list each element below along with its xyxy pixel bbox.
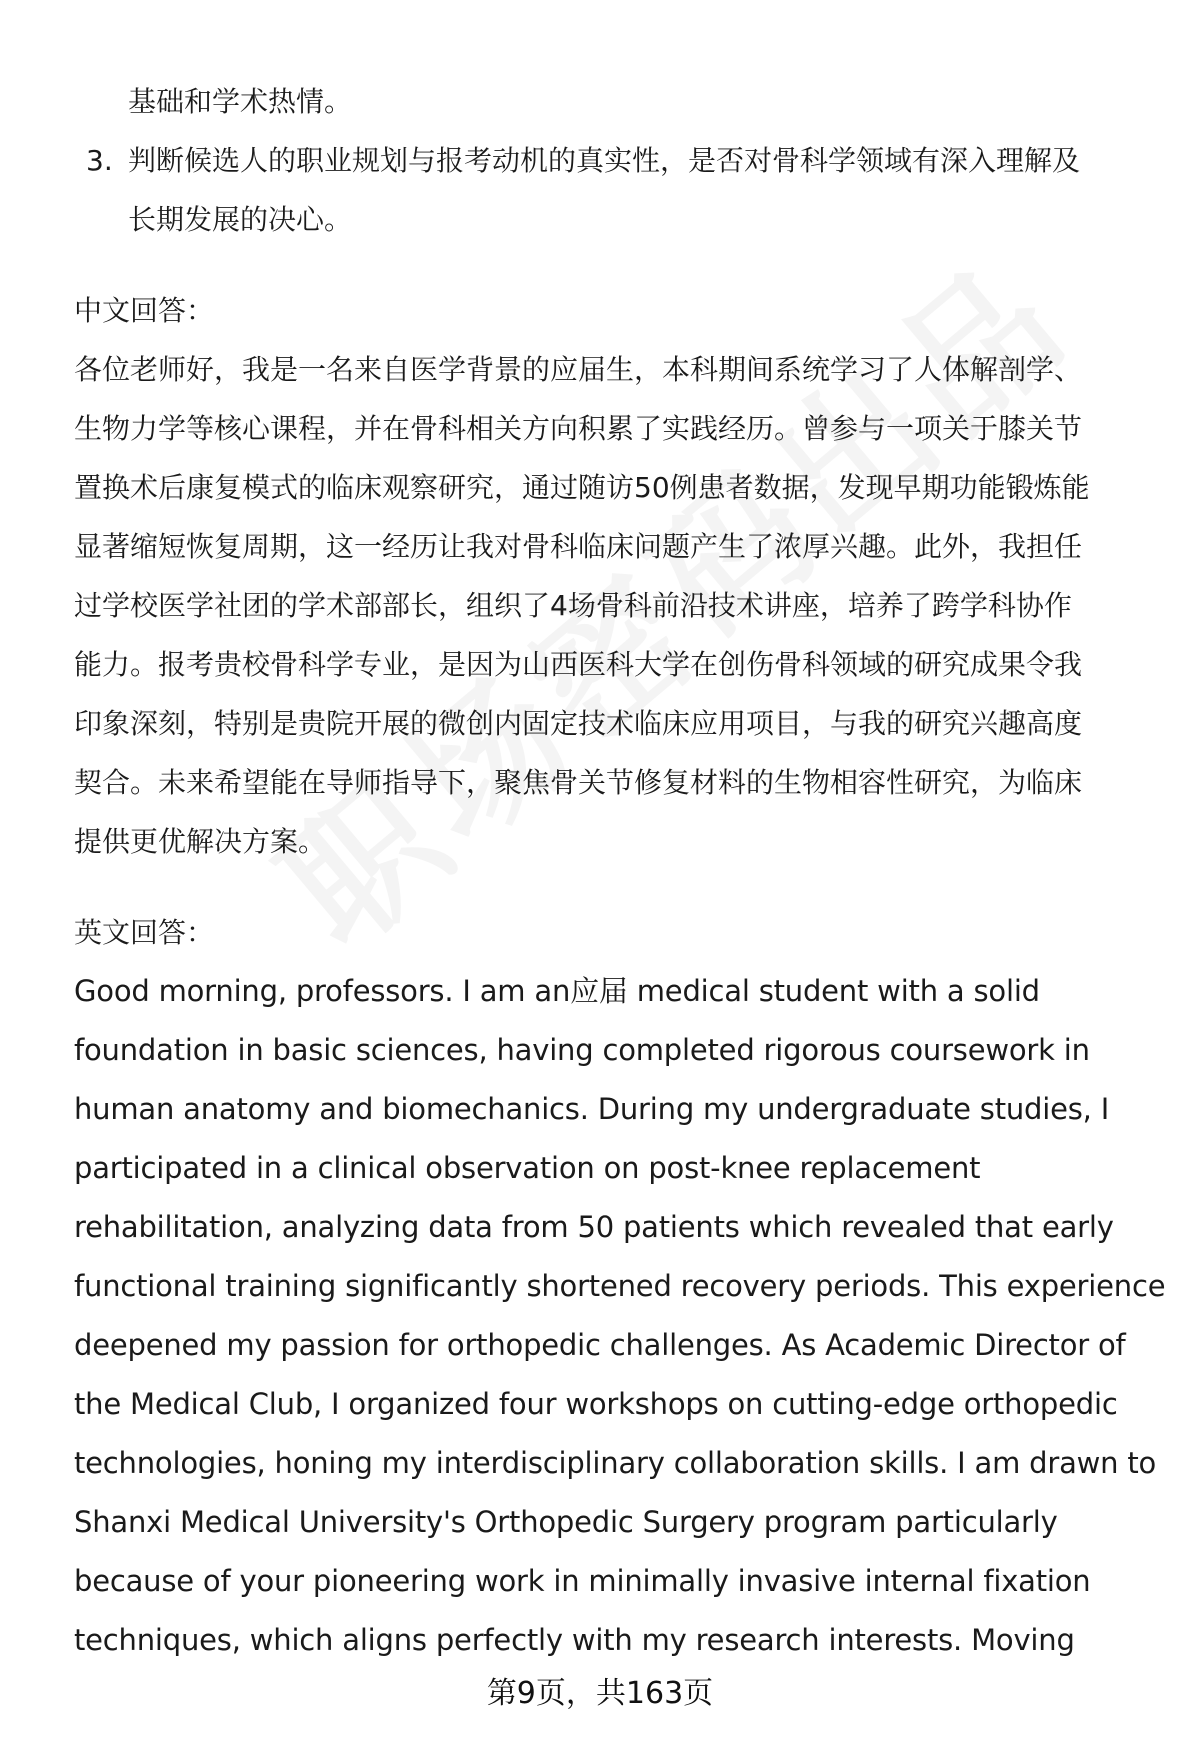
chinese-answer-line: 过学校医学社团的学术部部长，组织了4场骨科前沿技术讲座，培养了跨学科协作 (74, 589, 1072, 622)
english-answer-line: human anatomy and biomechanics. During my undergraduate studies, I (74, 1092, 1110, 1126)
list-item-3-number: 3. (86, 144, 113, 177)
chinese-answer-line: 能力。报考贵校骨科学专业，是因为山西医科大学在创伤骨科领域的研究成果令我 (74, 648, 1083, 681)
chinese-answer-line: 印象深刻，特别是贵院开展的微创内固定技术临床应用项目，与我的研究兴趣高度 (74, 707, 1083, 740)
chinese-answer-line: 生物力学等核心课程，并在骨科相关方向积累了实践经历。曾参与一项关于膝关节 (74, 412, 1083, 445)
section-gap (74, 249, 1154, 281)
english-answer-line: rehabilitation, analyzing data from 50 patients which revealed that early (74, 1210, 1114, 1244)
english-answer-line: functional training significantly shortened recovery periods. This experience (74, 1269, 1166, 1303)
english-answer-line: deepened my passion for orthopedic challenges. As Academic Director of (74, 1328, 1126, 1362)
english-answer-heading: 英文回答： (74, 916, 215, 949)
list-item-3-line-1 (74, 131, 1154, 190)
english-answer-line: techniques, which aligns perfectly with my research interests. Moving (74, 1623, 1075, 1657)
chinese-answer-line: 契合。未来希望能在导师指导下，聚焦骨关节修复材料的生物相容性研究，为临床 (74, 766, 1083, 799)
list-item-2-continuation: 基础和学术热情。 (128, 85, 353, 118)
document-body (74, 72, 1166, 1670)
chinese-answer-heading: 中文回答： (74, 294, 215, 327)
chinese-answer-line: 显著缩短恢复周期，这一经历让我对骨科临床问题产生了浓厚兴趣。此外，我担任 (74, 530, 1083, 563)
english-answer-line: participated in a clinical observation on post-knee replacement (74, 1151, 981, 1185)
section-gap (74, 871, 1154, 903)
english-answer-line: foundation in basic sciences, having completed rigorous coursework in (74, 1033, 1090, 1067)
page-number-footer: 第9页，共163页 (486, 1676, 714, 1711)
english-answer-line: because of your pioneering work in minimally invasive internal fixation (74, 1564, 1091, 1598)
english-answer-line: technologies, honing my interdisciplinary collaboration skills. I am drawn to (74, 1446, 1157, 1480)
list-item-3-line-2: 长期发展的决心。 (128, 203, 353, 236)
chinese-answer-line: 置换术后康复模式的临床观察研究，通过随访50例患者数据，发现早期功能锻炼能 (74, 471, 1090, 504)
chinese-answer-line: 各位老师好，我是一名来自医学背景的应届生，本科期间系统学习了人体解剖学、 (74, 353, 1083, 386)
list-item-3-text: 判断候选人的职业规划与报考动机的真实性，是否对骨科学领域有深入理解及 (128, 144, 1081, 177)
english-answer-line: the Medical Club, I organized four workshops on cutting-edge orthopedic (74, 1387, 1118, 1421)
english-answer-line: Good morning, professors. I am an应届 medical student with a solid (74, 974, 1040, 1008)
english-answer-line: Shanxi Medical University's Orthopedic Surgery program particularly (74, 1505, 1058, 1539)
chinese-answer-line: 提供更优解决方案。 (74, 825, 327, 858)
